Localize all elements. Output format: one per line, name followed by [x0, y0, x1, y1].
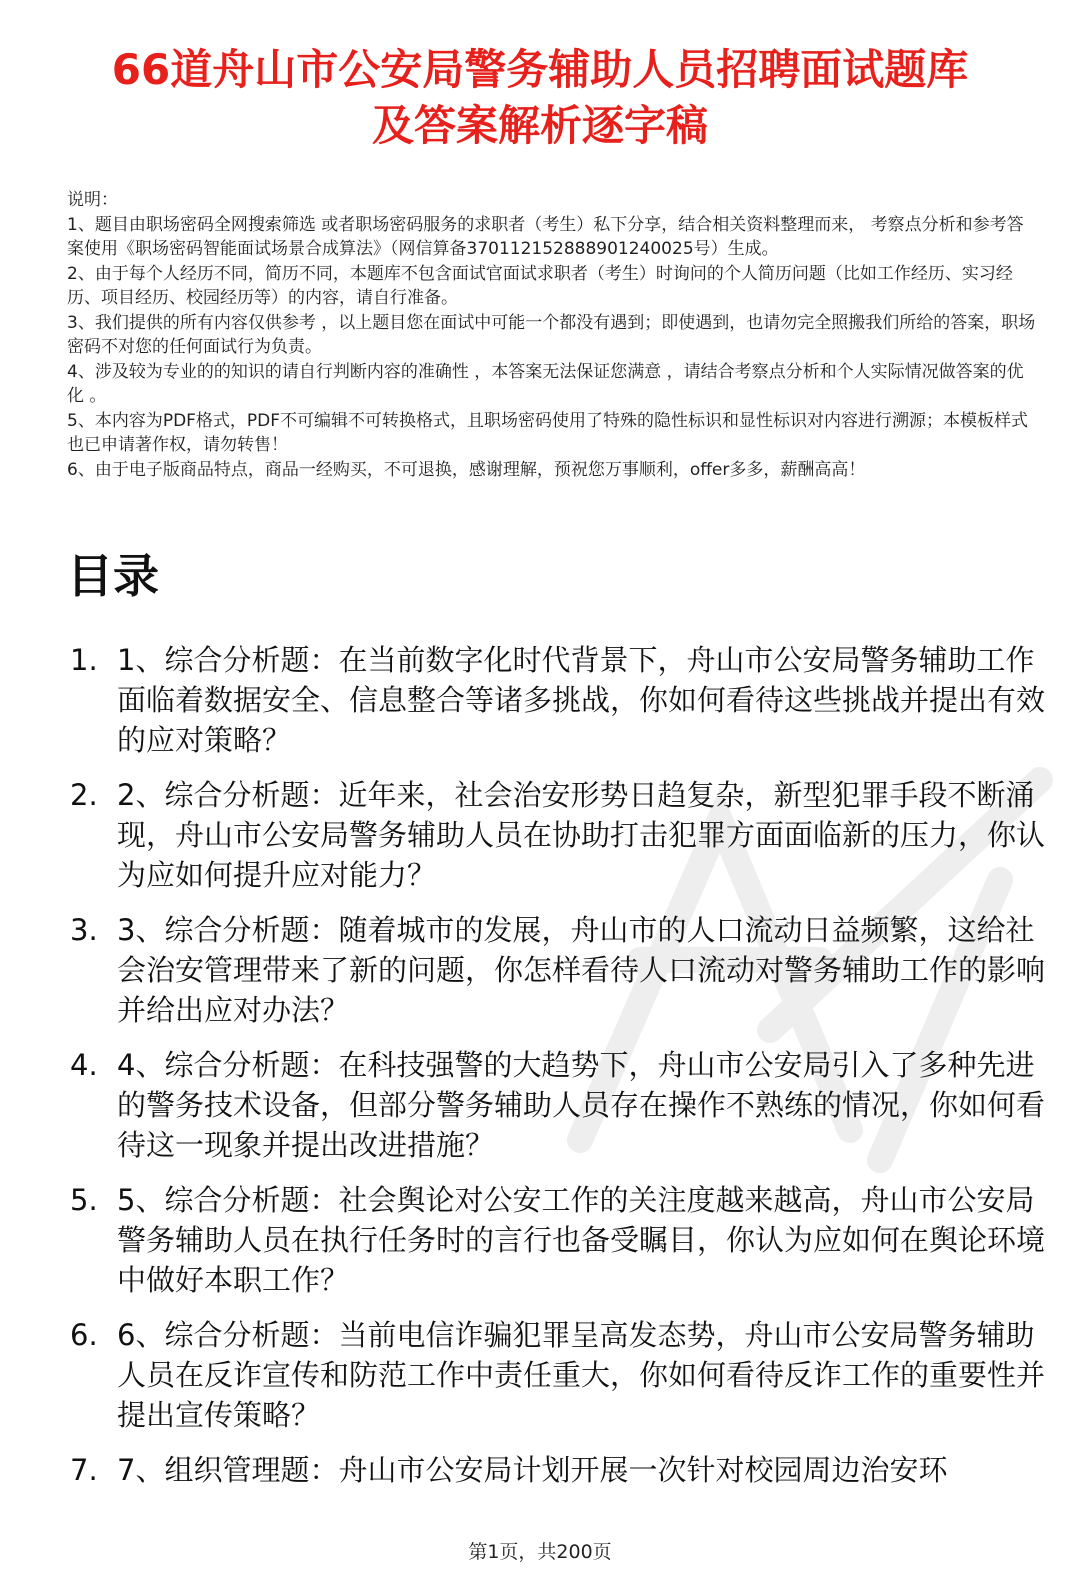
toc-item[interactable]: [70, 640, 1045, 760]
toc-item-text: 6、综合分析题：当前电信诈骗犯罪呈高发态势，舟山市公安局警务辅助人员在反诈宣传和防范工作中责任重大，你如何看待反诈工作的重要性并提出宣传策略？: [117, 1318, 1046, 1432]
instruction-item-1: 1、题目由职场密码全网搜索筛选 或者职场密码服务的求职者（考生）私下分享，结合相关资料整理而来， 考察点分析和参考答案使用《职场密码智能面试场景合成算法》（网信算备370112152888901240025号）生成。: [67, 214, 1024, 259]
toc-item-number: 3.: [70, 913, 98, 947]
document-title: [40, 42, 1040, 154]
toc-item-number: 6.: [70, 1318, 98, 1352]
toc-item-text: 2、综合分析题：近年来，社会治安形势日趋复杂，新型犯罪手段不断涌现，舟山市公安局警务辅助人员在协助打击犯罪方面面临新的压力，你认为应如何提升应对能力？: [117, 778, 1046, 892]
toc-item[interactable]: [70, 1315, 1045, 1435]
toc-item-number: 1.: [70, 643, 98, 677]
toc-item[interactable]: [70, 1180, 1045, 1300]
instructions-block: [67, 188, 1037, 482]
toc-item[interactable]: [70, 1450, 1045, 1490]
document-title-line-2: 及答案解析逐字稿: [371, 101, 708, 150]
instruction-item-3: 3、我们提供的所有内容仅供参考 ，以上题目您在面试中可能一个都没有遇到；即使遇到，也请勿完全照搬我们所给的答案，职场密码不对您的任何面试行为负责。: [67, 312, 1036, 357]
instructions-heading: 说明：: [67, 190, 118, 210]
instruction-item-2: 2、由于每个人经历不同，简历不同，本题库不包含面试官面试求职者（考生）时询问的个人简历问题（比如工作经历、实习经历、项目经历、校园经历等）的内容，请自行准备。: [67, 263, 1013, 308]
toc-item[interactable]: [70, 910, 1045, 1030]
toc-item-number: 4.: [70, 1048, 98, 1082]
instruction-item-4: 4、涉及较为专业的的知识的请自行判断内容的准确性 ，本答案无法保证您满意 ，请结合考察点分析和个人实际情况做答案的优化 。: [67, 361, 1024, 406]
toc-item-number: 7.: [70, 1453, 98, 1487]
document-title-line-1: 66道舟山市公安局警务辅助人员招聘面试题库: [111, 45, 969, 94]
toc-item-number: 2.: [70, 778, 98, 812]
toc-item-text: 7、组织管理题：舟山市公安局计划开展一次针对校园周边治安环: [117, 1453, 948, 1487]
page-footer: 第1页，共200页: [468, 1541, 612, 1563]
toc-item-text: 4、综合分析题：在科技强警的大趋势下，舟山市公安局引入了多种先进的警务技术设备，但部分警务辅助人员存在操作不熟练的情况，你如何看待这一现象并提出改进措施？: [117, 1048, 1046, 1162]
toc-heading: 目录: [67, 549, 159, 603]
instruction-item-5: 5、本内容为PDF格式，PDF不可编辑不可转换格式，且职场密码使用了特殊的隐性标识和显性标识对内容进行溯源；本模板样式也已申请著作权，请勿转售！: [67, 410, 1029, 455]
instruction-item-6: 6、由于电子版商品特点，商品一经购买，不可退换，感谢理解，预祝您万事顺利，offer多多，薪酬高高！: [67, 459, 866, 480]
toc-item[interactable]: [70, 1045, 1045, 1165]
toc-item-text: 3、综合分析题：随着城市的发展，舟山市的人口流动日益频繁，这给社会治安管理带来了新的问题，你怎样看待人口流动对警务辅助工作的影响并给出应对办法？: [117, 913, 1046, 1027]
toc-item[interactable]: [70, 775, 1045, 895]
toc-item-text: 1、综合分析题：在当前数字化时代背景下，舟山市公安局警务辅助工作面临着数据安全、信息整合等诸多挑战，你如何看待这些挑战并提出有效的应对策略？: [117, 643, 1046, 757]
table-of-contents: [70, 640, 1045, 1505]
toc-item-number: 5.: [70, 1183, 98, 1217]
toc-item-text: 5、综合分析题：社会舆论对公安工作的关注度越来越高，舟山市公安局警务辅助人员在执行任务时的言行也备受瞩目，你认为应如何在舆论环境中做好本职工作？: [117, 1183, 1046, 1297]
